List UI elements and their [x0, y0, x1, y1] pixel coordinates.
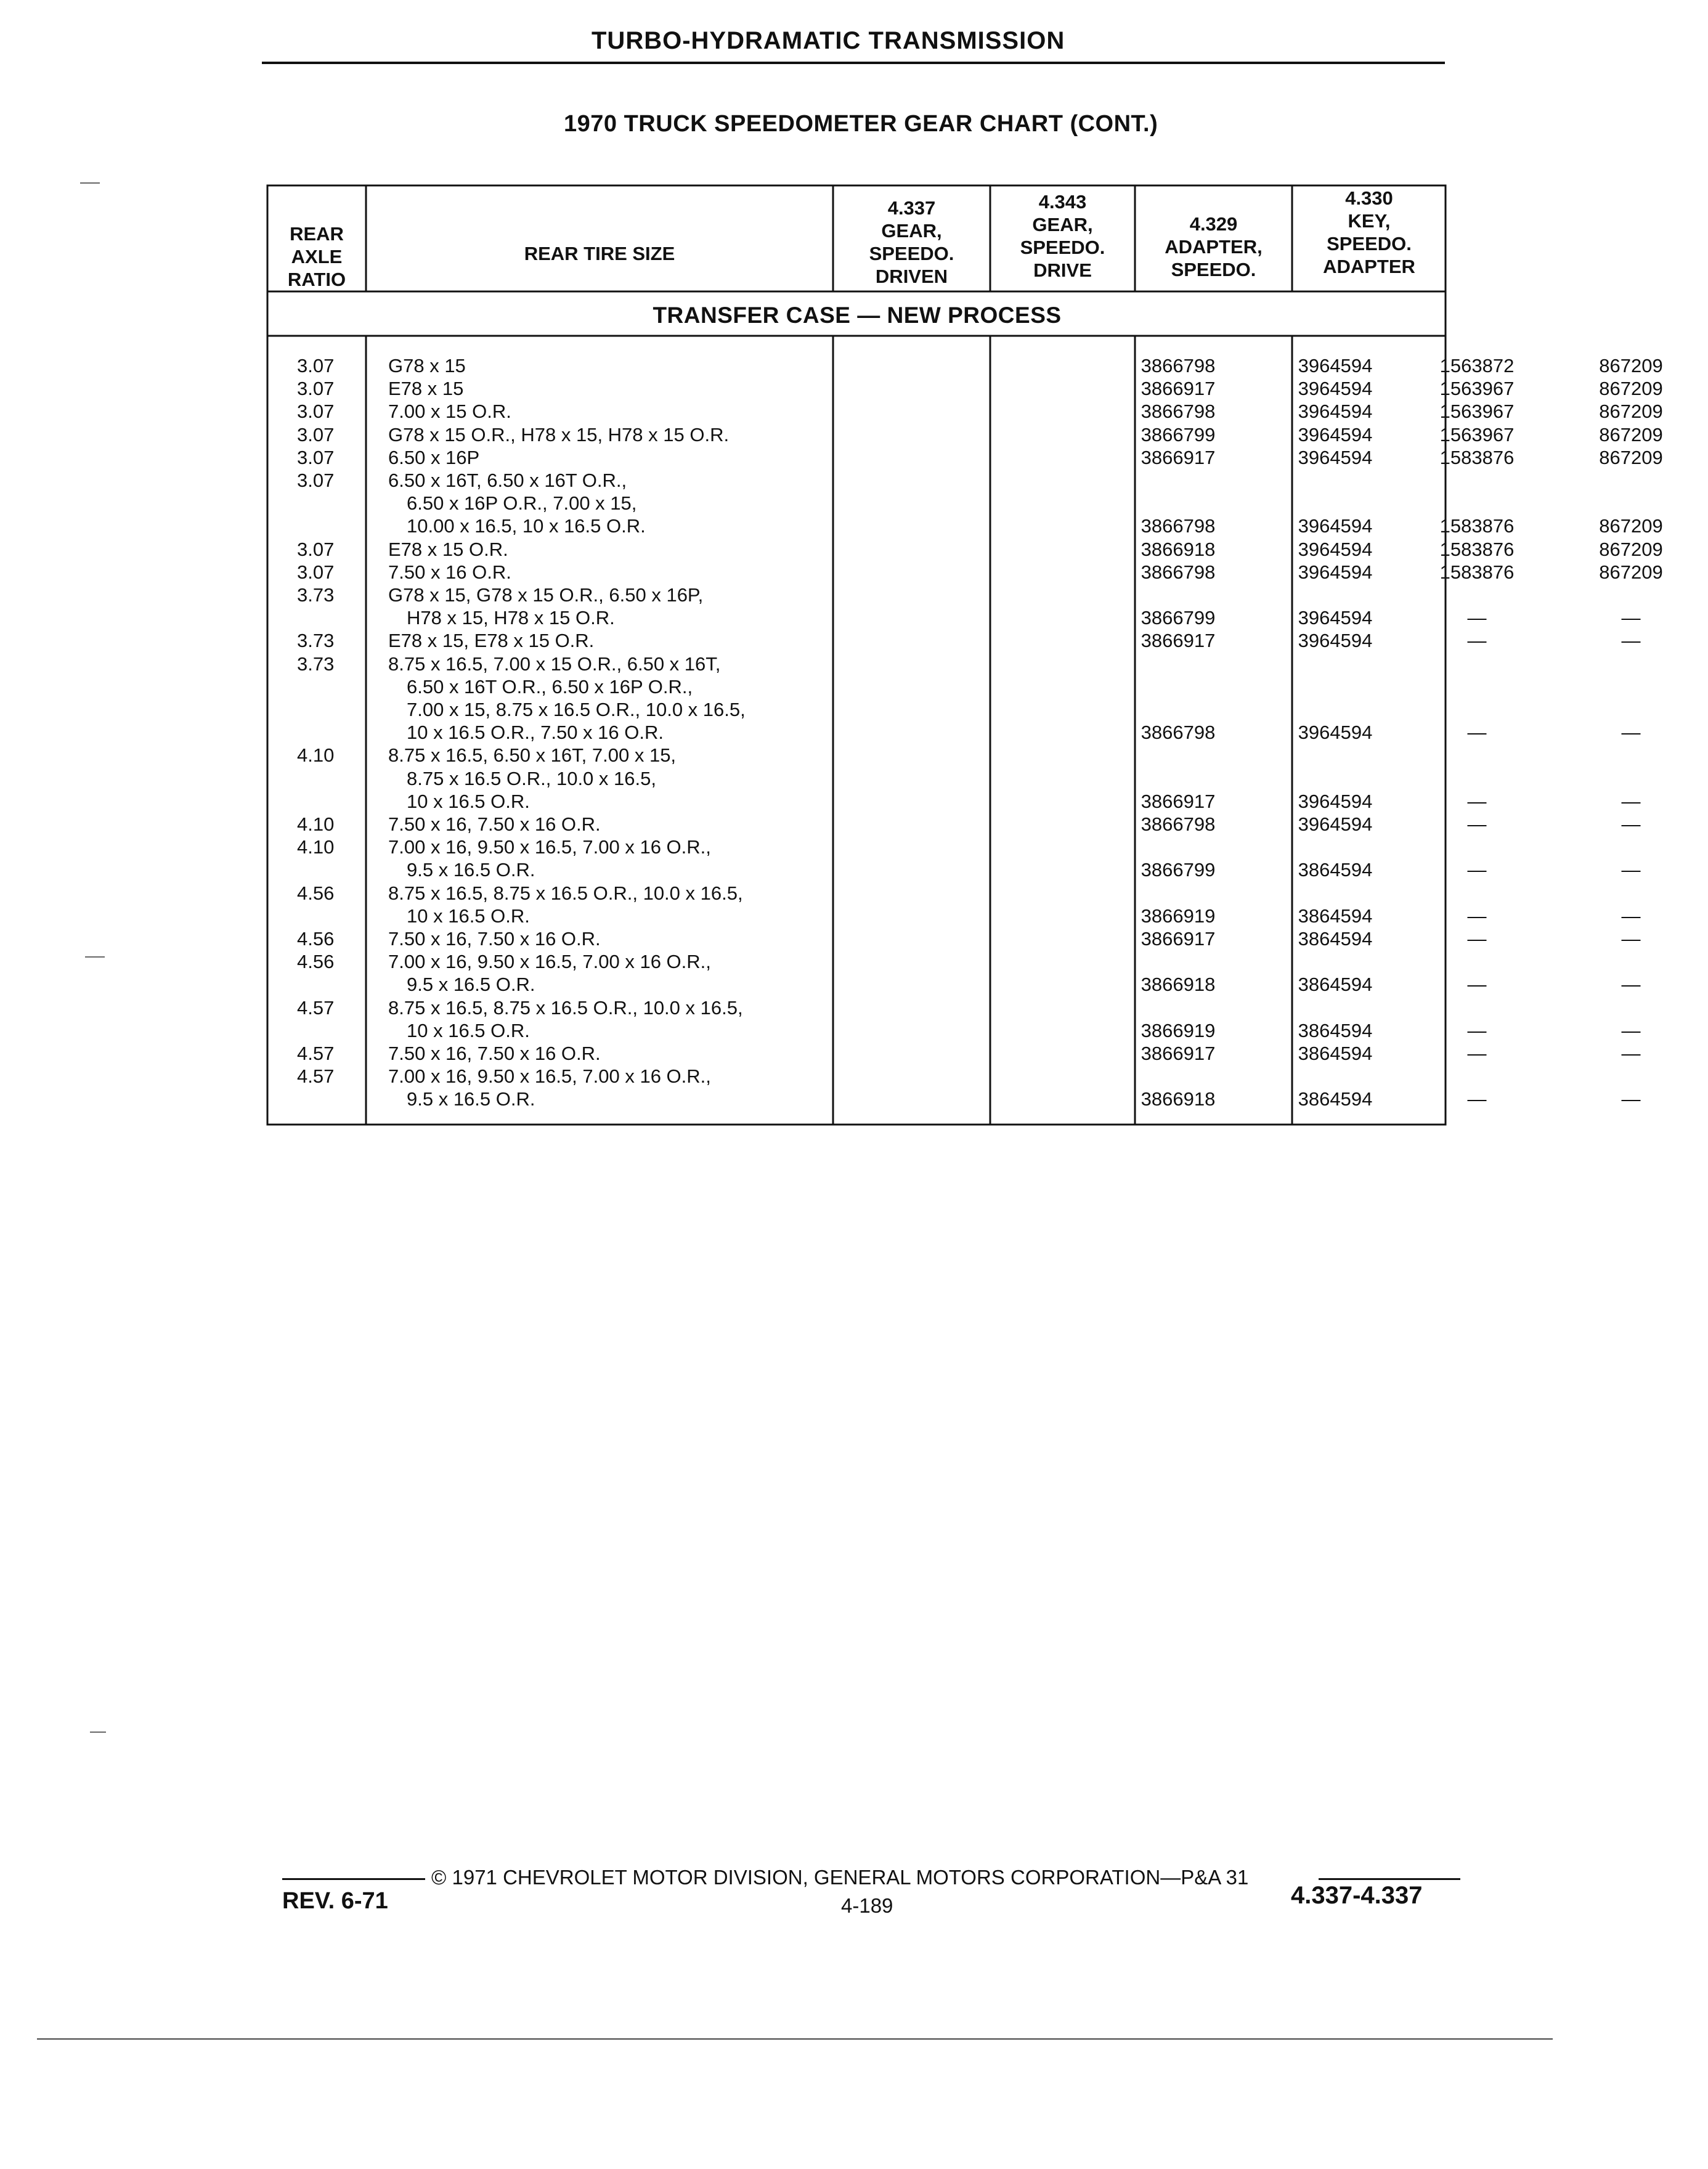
cell-adapter-speedo: —	[1467, 1088, 1487, 1110]
cell-gear-speedo-driven: 3866798	[1141, 813, 1216, 835]
cell-rear-tire-size: 6.50 x 16T O.R., 6.50 x 16P O.R.,	[407, 675, 693, 698]
cell-rear-tire-size: 7.50 x 16, 7.50 x 16 O.R.	[388, 813, 601, 835]
page-header-title: TURBO-HYDRAMATIC TRANSMISSION	[592, 27, 1065, 54]
cell-rear-tire-size: 8.75 x 16.5, 7.00 x 15 O.R., 6.50 x 16T,	[388, 653, 721, 675]
footer-rule-right	[1319, 1878, 1460, 1880]
cell-rear-axle-ratio: 3.07	[297, 538, 335, 560]
cell-rear-axle-ratio: 4.10	[297, 813, 335, 835]
margin-mark	[85, 956, 105, 958]
cell-gear-speedo-driven: 3866917	[1141, 1043, 1216, 1064]
cell-gear-speedo-driven: 3866799	[1141, 607, 1216, 629]
col-header-key-speedo-adapter: 4.330 KEY, SPEEDO. ADAPTER	[1323, 187, 1415, 277]
cell-key-speedo-adapter: 867209	[1599, 515, 1663, 537]
cell-adapter-speedo: 1563967	[1439, 423, 1515, 446]
cell-rear-tire-size: 6.50 x 16P O.R., 7.00 x 15,	[407, 492, 637, 515]
cell-gear-speedo-driven: 3866919	[1141, 1019, 1216, 1041]
cell-gear-speedo-driven: 3866917	[1141, 378, 1216, 400]
cell-key-speedo-adapter: 867209	[1599, 355, 1663, 376]
col-header-rear-axle-ratio: REAR AXLE RATIO	[287, 223, 346, 290]
cell-key-speedo-adapter: 867209	[1599, 446, 1663, 468]
cell-rear-axle-ratio: 3.07	[297, 446, 335, 468]
cell-key-speedo-adapter: —	[1621, 722, 1641, 744]
cell-rear-axle-ratio: 3.07	[297, 423, 335, 446]
cell-adapter-speedo: —	[1467, 607, 1487, 629]
cell-key-speedo-adapter: —	[1621, 790, 1641, 812]
cell-gear-speedo-drive: 3964594	[1298, 561, 1373, 583]
cell-rear-tire-size: 10 x 16.5 O.R.	[407, 790, 530, 812]
cell-rear-tire-size: 7.00 x 16, 9.50 x 16.5, 7.00 x 16 O.R.,	[388, 836, 711, 858]
cell-key-speedo-adapter: —	[1621, 928, 1641, 950]
cell-key-speedo-adapter: —	[1621, 1043, 1641, 1064]
col-header-adapter-speedo: 4.329 ADAPTER, SPEEDO.	[1165, 213, 1263, 280]
cell-adapter-speedo: —	[1467, 790, 1487, 812]
cell-gear-speedo-drive: 3964594	[1298, 446, 1373, 468]
cell-rear-tire-size: 8.75 x 16.5, 8.75 x 16.5 O.R., 10.0 x 16.5,	[388, 882, 743, 904]
cell-key-speedo-adapter: 867209	[1599, 561, 1663, 583]
cell-adapter-speedo: 1583876	[1439, 446, 1515, 468]
cell-gear-speedo-drive: 3964594	[1298, 722, 1373, 744]
col-header-gear-speedo-drive: 4.343 GEAR, SPEEDO. DRIVE	[1020, 191, 1105, 281]
cell-rear-tire-size: G78 x 15	[388, 355, 466, 376]
cell-key-speedo-adapter: —	[1621, 607, 1641, 629]
cell-rear-tire-size: 8.75 x 16.5, 6.50 x 16T, 7.00 x 15,	[388, 744, 677, 767]
footer-page-number: 4-189	[841, 1894, 893, 1917]
cell-gear-speedo-drive: 3964594	[1298, 515, 1373, 537]
cell-rear-tire-size: 6.50 x 16T, 6.50 x 16T O.R.,	[388, 470, 627, 491]
cell-rear-tire-size: G78 x 15, G78 x 15 O.R., 6.50 x 16P,	[388, 584, 704, 606]
cell-gear-speedo-driven: 3866917	[1141, 928, 1216, 950]
cell-adapter-speedo: 1583876	[1439, 561, 1515, 583]
footer-rule-left	[282, 1878, 425, 1880]
cell-rear-axle-ratio: 4.10	[297, 744, 335, 767]
cell-adapter-speedo: —	[1467, 722, 1487, 744]
cell-rear-axle-ratio: 3.07	[297, 470, 335, 491]
cell-gear-speedo-driven: 3866918	[1141, 538, 1216, 560]
cell-rear-axle-ratio: 4.10	[297, 836, 335, 858]
cell-rear-tire-size: E78 x 15, E78 x 15 O.R.	[388, 630, 595, 652]
cell-adapter-speedo: 1563967	[1439, 378, 1515, 400]
cell-adapter-speedo: —	[1467, 974, 1487, 996]
cell-rear-tire-size: 7.00 x 16, 9.50 x 16.5, 7.00 x 16 O.R.,	[388, 1065, 711, 1088]
cell-gear-speedo-driven: 3866798	[1141, 401, 1216, 423]
cell-gear-speedo-drive: 3964594	[1298, 423, 1373, 446]
cell-gear-speedo-driven: 3866799	[1141, 859, 1216, 881]
cell-rear-tire-size: 7.00 x 15 O.R.	[388, 401, 511, 423]
cell-rear-tire-size: 6.50 x 16P	[388, 446, 480, 468]
cell-rear-axle-ratio: 4.56	[297, 928, 335, 950]
cell-adapter-speedo: —	[1467, 813, 1487, 835]
cell-rear-tire-size: E78 x 15 O.R.	[388, 538, 508, 560]
cell-rear-axle-ratio: 4.56	[297, 951, 335, 973]
cell-rear-axle-ratio: 4.57	[297, 996, 335, 1019]
cell-rear-axle-ratio: 3.73	[297, 653, 335, 675]
cell-gear-speedo-drive: 3964594	[1298, 630, 1373, 652]
cell-gear-speedo-drive: 3964594	[1298, 538, 1373, 560]
cell-gear-speedo-driven: 3866798	[1141, 561, 1216, 583]
footer-section-number: 4.337-4.337	[1291, 1882, 1423, 1909]
cell-adapter-speedo: —	[1467, 905, 1487, 927]
cell-gear-speedo-drive: 3864594	[1298, 1019, 1373, 1041]
cell-rear-tire-size: E78 x 15	[388, 378, 464, 400]
footer-revision: REV. 6-71	[282, 1888, 388, 1914]
cell-adapter-speedo: —	[1467, 928, 1487, 950]
cell-gear-speedo-driven: 3866798	[1141, 515, 1216, 537]
cell-gear-speedo-driven: 3866918	[1141, 974, 1216, 996]
cell-rear-axle-ratio: 3.73	[297, 630, 335, 652]
cell-gear-speedo-drive: 3964594	[1298, 378, 1373, 400]
cell-rear-tire-size: 7.50 x 16, 7.50 x 16 O.R.	[388, 1043, 601, 1064]
cell-rear-tire-size: 7.50 x 16 O.R.	[388, 561, 511, 583]
cell-gear-speedo-driven: 3866917	[1141, 446, 1216, 468]
cell-rear-tire-size: 7.00 x 16, 9.50 x 16.5, 7.00 x 16 O.R.,	[388, 951, 711, 973]
cell-gear-speedo-drive: 3864594	[1298, 1088, 1373, 1110]
cell-rear-tire-size: G78 x 15 O.R., H78 x 15, H78 x 15 O.R.	[388, 423, 730, 446]
cell-gear-speedo-driven: 3866917	[1141, 790, 1216, 812]
cell-gear-speedo-drive: 3864594	[1298, 1043, 1373, 1064]
cell-key-speedo-adapter: 867209	[1599, 401, 1663, 423]
cell-key-speedo-adapter: —	[1621, 974, 1641, 996]
cell-key-speedo-adapter: 867209	[1599, 538, 1663, 560]
cell-adapter-speedo: 1583876	[1439, 538, 1515, 560]
cell-rear-tire-size: 9.5 x 16.5 O.R.	[407, 859, 535, 881]
cell-gear-speedo-drive: 3964594	[1298, 401, 1373, 423]
cell-gear-speedo-drive: 3964594	[1298, 813, 1373, 835]
chart-title: 1970 TRUCK SPEEDOMETER GEAR CHART (CONT.)	[564, 111, 1158, 137]
header-rule	[262, 62, 1445, 64]
cell-adapter-speedo: 1563872	[1439, 355, 1515, 376]
margin-mark	[80, 182, 100, 184]
cell-rear-tire-size: 7.00 x 15, 8.75 x 16.5 O.R., 10.0 x 16.5,	[407, 699, 746, 720]
cell-gear-speedo-driven: 3866917	[1141, 630, 1216, 652]
cell-rear-tire-size: 9.5 x 16.5 O.R.	[407, 974, 535, 996]
footer-copyright: © 1971 CHEVROLET MOTOR DIVISION, GENERAL MOTORS CORPORATION—P&A 31	[431, 1866, 1249, 1889]
cell-rear-axle-ratio: 3.07	[297, 561, 335, 583]
cell-gear-speedo-drive: 3964594	[1298, 790, 1373, 812]
page-bottom-rule	[37, 2038, 1553, 2040]
cell-adapter-speedo: —	[1467, 859, 1487, 881]
cell-key-speedo-adapter: —	[1621, 813, 1641, 835]
cell-key-speedo-adapter: —	[1621, 1019, 1641, 1041]
cell-rear-axle-ratio: 3.73	[297, 584, 335, 606]
cell-key-speedo-adapter: 867209	[1599, 423, 1663, 446]
cell-rear-tire-size: 8.75 x 16.5, 8.75 x 16.5 O.R., 10.0 x 16.5,	[388, 996, 743, 1019]
gear-chart-table	[266, 174, 1663, 1126]
cell-gear-speedo-driven: 3866798	[1141, 722, 1216, 744]
cell-gear-speedo-driven: 3866919	[1141, 905, 1216, 927]
cell-gear-speedo-drive: 3864594	[1298, 905, 1373, 927]
cell-key-speedo-adapter: —	[1621, 859, 1641, 881]
cell-rear-axle-ratio: 4.57	[297, 1043, 335, 1064]
cell-key-speedo-adapter: —	[1621, 1088, 1641, 1110]
cell-gear-speedo-driven: 3866799	[1141, 423, 1216, 446]
cell-adapter-speedo: 1583876	[1439, 515, 1515, 537]
cell-adapter-speedo: —	[1467, 1043, 1487, 1064]
cell-gear-speedo-drive: 3864594	[1298, 859, 1373, 881]
cell-rear-axle-ratio: 4.56	[297, 882, 335, 904]
cell-key-speedo-adapter: 867209	[1599, 378, 1663, 400]
cell-gear-speedo-drive: 3864594	[1298, 974, 1373, 996]
cell-rear-tire-size: 10.00 x 16.5, 10 x 16.5 O.R.	[407, 515, 646, 537]
cell-rear-tire-size: 7.50 x 16, 7.50 x 16 O.R.	[388, 928, 601, 950]
cell-rear-axle-ratio: 4.57	[297, 1065, 335, 1088]
cell-rear-tire-size: 10 x 16.5 O.R.	[407, 1019, 530, 1041]
cell-rear-axle-ratio: 3.07	[297, 378, 335, 400]
cell-gear-speedo-drive: 3964594	[1298, 355, 1373, 376]
cell-rear-axle-ratio: 3.07	[297, 401, 335, 423]
cell-key-speedo-adapter: —	[1621, 630, 1641, 652]
cell-rear-axle-ratio: 3.07	[297, 355, 335, 376]
section-transfer-case-label: TRANSFER CASE — NEW PROCESS	[653, 303, 1062, 328]
cell-gear-speedo-driven: 3866918	[1141, 1088, 1216, 1110]
cell-key-speedo-adapter: —	[1621, 905, 1641, 927]
cell-rear-tire-size: 9.5 x 16.5 O.R.	[407, 1088, 535, 1110]
cell-rear-tire-size: 8.75 x 16.5 O.R., 10.0 x 16.5,	[407, 767, 656, 789]
cell-adapter-speedo: —	[1467, 630, 1487, 652]
margin-mark	[90, 1732, 106, 1733]
cell-rear-tire-size: 10 x 16.5 O.R., 7.50 x 16 O.R.	[407, 722, 664, 744]
cell-rear-tire-size: 10 x 16.5 O.R.	[407, 905, 530, 927]
cell-rear-tire-size: H78 x 15, H78 x 15 O.R.	[407, 607, 615, 629]
col-header-gear-speedo-driven: 4.337 GEAR, SPEEDO. DRIVEN	[869, 197, 954, 287]
cell-gear-speedo-drive: 3964594	[1298, 607, 1373, 629]
cell-adapter-speedo: —	[1467, 1019, 1487, 1041]
cell-gear-speedo-driven: 3866798	[1141, 355, 1216, 376]
cell-adapter-speedo: 1563967	[1439, 401, 1515, 423]
cell-gear-speedo-drive: 3864594	[1298, 928, 1373, 950]
col-header-rear-tire-size: REAR TIRE SIZE	[524, 243, 675, 264]
